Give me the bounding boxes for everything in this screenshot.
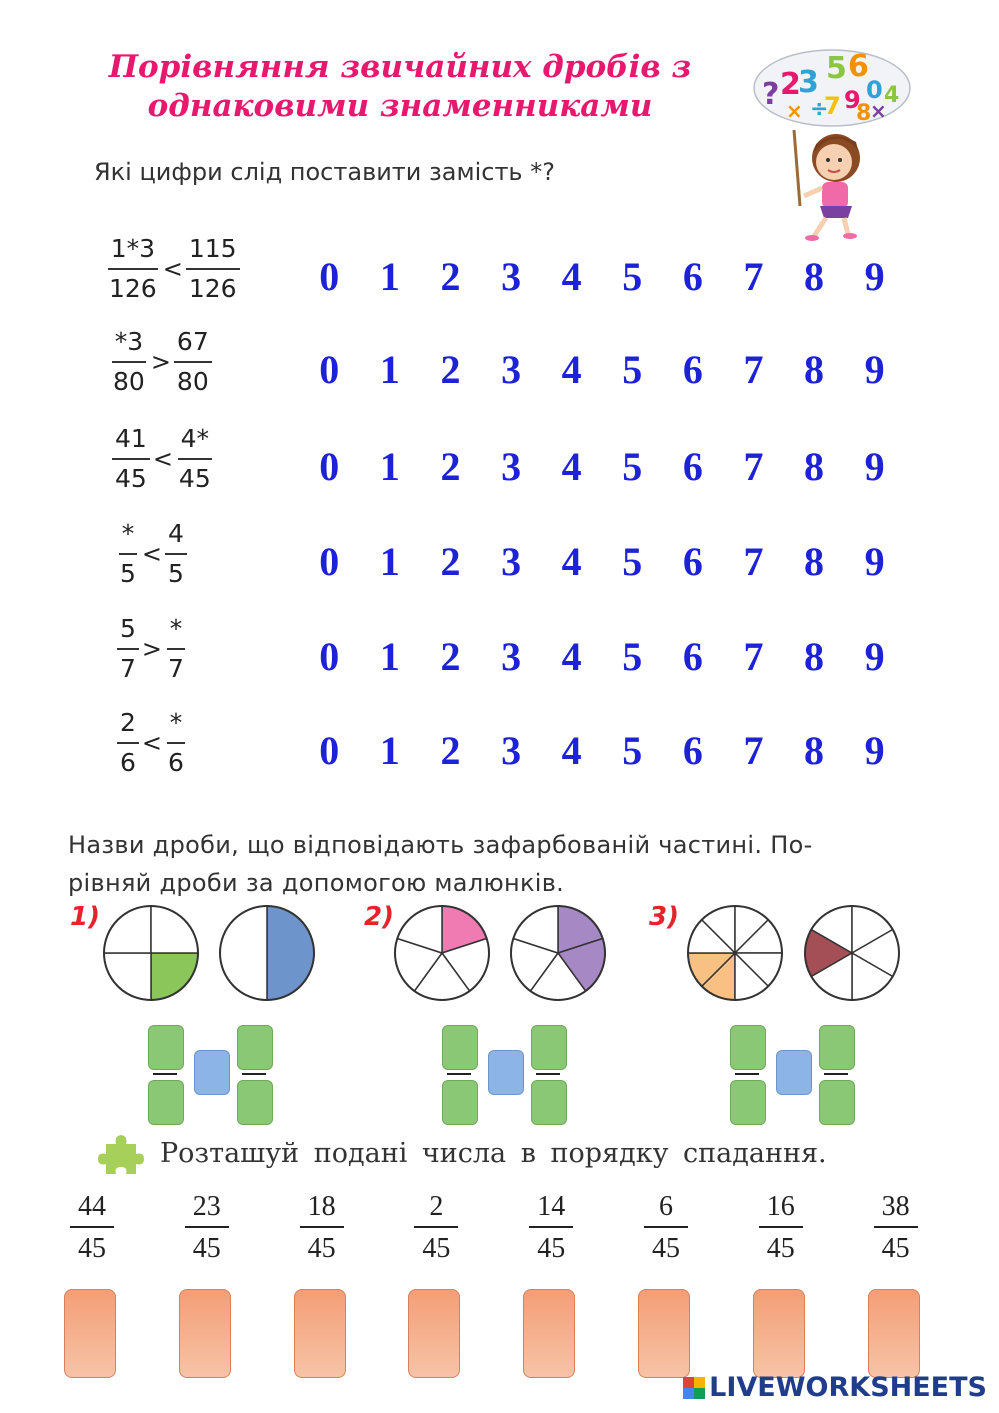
digit-option[interactable]: 3 [501, 728, 522, 773]
digit-option[interactable]: 9 [864, 634, 885, 679]
girl-with-net-illustration [748, 46, 918, 242]
digit-option[interactable]: 1 [379, 634, 400, 679]
digit-option[interactable]: 5 [622, 539, 643, 584]
numerator-input-2[interactable] [531, 1025, 567, 1070]
fraction-to-order [644, 1188, 688, 1270]
svg-text:3: 3 [798, 65, 819, 100]
fraction-numerator: 16 [759, 1188, 803, 1228]
digit-option[interactable]: 8 [804, 444, 825, 489]
digit-option[interactable]: 0 [319, 254, 340, 299]
digit-option[interactable]: 7 [743, 728, 764, 773]
digit-option[interactable]: 7 [743, 444, 764, 489]
digit-option[interactable]: 4 [561, 347, 582, 392]
fraction-denominator: 45 [881, 1233, 910, 1264]
task2-prompt [68, 826, 930, 902]
fraction-circle [683, 901, 787, 1005]
order-answer-box[interactable] [868, 1289, 920, 1378]
digit-option[interactable]: 4 [561, 444, 582, 489]
digit-option[interactable]: 6 [682, 728, 703, 773]
digit-option[interactable]: 9 [864, 728, 885, 773]
fraction-to-order [874, 1188, 918, 1270]
left-fraction [112, 420, 150, 498]
fraction-to-order [185, 1188, 229, 1270]
denominator-input-1[interactable] [730, 1080, 766, 1125]
digit-option[interactable]: 2 [440, 539, 461, 584]
comparison-input[interactable] [776, 1050, 812, 1095]
svg-text:×: × [786, 99, 803, 123]
digit-option[interactable]: 2 [440, 728, 461, 773]
fraction-numerator: 18 [300, 1188, 344, 1228]
task3-prompt: Розташуй подані числа в порядку спадання. [160, 1138, 827, 1169]
digit-option[interactable]: 3 [501, 254, 522, 299]
task2-prompt-line-1: Назви дроби, що відповідають зафарбованій частині. По- [68, 831, 813, 859]
right-fraction [165, 704, 187, 782]
fraction-denominator: 45 [307, 1233, 336, 1264]
left-fraction [110, 323, 148, 401]
right-fraction [186, 230, 240, 308]
digit-option[interactable]: 8 [804, 539, 825, 584]
right-denominator: 45 [178, 464, 211, 493]
digit-option[interactable]: 5 [622, 347, 643, 392]
digit-option[interactable]: 5 [622, 728, 643, 773]
left-numerator: *3 [112, 323, 146, 363]
digit-option[interactable]: 8 [804, 347, 825, 392]
left-fraction [117, 610, 139, 688]
fraction-circle [506, 901, 610, 1005]
numerator-input-1[interactable] [730, 1025, 766, 1070]
right-numerator: 115 [186, 230, 240, 270]
digit-choices [299, 444, 905, 490]
order-answer-box[interactable] [638, 1289, 690, 1378]
digit-option[interactable]: 5 [622, 634, 643, 679]
right-fraction [165, 610, 187, 688]
digit-option[interactable]: 6 [682, 539, 703, 584]
left-fraction [117, 515, 139, 593]
right-numerator: 67 [174, 323, 212, 363]
digit-choices [299, 539, 905, 585]
right-numerator: * [167, 610, 186, 650]
fraction-circle [99, 901, 203, 1005]
group-label: 2) [364, 902, 394, 932]
digit-option[interactable]: 8 [804, 634, 825, 679]
digit-option[interactable]: 7 [743, 254, 764, 299]
digit-option[interactable]: 3 [501, 539, 522, 584]
left-fraction [117, 704, 139, 782]
fraction-denominator: 45 [766, 1233, 795, 1264]
digit-choices [299, 634, 905, 680]
group-label: 3) [649, 902, 679, 932]
page-title [60, 48, 740, 126]
brand-text: LIVEWORKSHEETS [709, 1372, 987, 1403]
digit-option[interactable]: 8 [804, 728, 825, 773]
task1-prompt: Які цифри слід поставити замість *? [94, 158, 555, 186]
svg-text:4: 4 [884, 83, 900, 108]
fraction-bar [447, 1073, 471, 1075]
puzzle-icon [96, 1132, 146, 1178]
digit-option[interactable]: 5 [622, 444, 643, 489]
comparison-sign: < [162, 255, 183, 283]
svg-text:÷: ÷ [810, 97, 829, 122]
fraction-to-order [759, 1188, 803, 1270]
brand-logo-icon [683, 1377, 705, 1399]
left-numerator: 1*3 [108, 230, 158, 270]
left-numerator: 5 [117, 610, 139, 650]
digit-option[interactable]: 7 [743, 347, 764, 392]
digit-option[interactable]: 3 [501, 347, 522, 392]
fraction-to-order [414, 1188, 458, 1270]
digit-choices [299, 728, 905, 774]
left-denominator: 80 [113, 367, 145, 396]
fraction-numerator: 38 [874, 1188, 918, 1228]
svg-text:7: 7 [824, 92, 841, 120]
group-label: 1) [70, 902, 100, 932]
digit-option[interactable]: 2 [440, 347, 461, 392]
comparison-row [112, 420, 214, 498]
denominator-input-1[interactable] [148, 1080, 184, 1125]
fraction-denominator: 45 [78, 1233, 106, 1264]
left-numerator: 2 [117, 704, 139, 744]
digit-option[interactable]: 3 [501, 634, 522, 679]
svg-text:?: ? [762, 77, 780, 112]
fraction-circle [390, 901, 494, 1005]
svg-text:0: 0 [866, 76, 883, 104]
digit-option[interactable]: 6 [682, 254, 703, 299]
svg-text:2: 2 [780, 67, 801, 102]
order-answer-box[interactable] [294, 1289, 346, 1378]
digit-option[interactable]: 7 [743, 634, 764, 679]
digit-option[interactable]: 0 [319, 539, 340, 584]
digit-option[interactable]: 4 [561, 728, 582, 773]
right-fraction [176, 420, 214, 498]
fraction-numerator: 23 [185, 1188, 229, 1228]
digit-option[interactable]: 5 [622, 254, 643, 299]
left-numerator: * [119, 515, 138, 555]
digit-option[interactable]: 0 [319, 347, 340, 392]
fraction-circle [800, 901, 904, 1005]
digit-option[interactable]: 1 [379, 444, 400, 489]
left-denominator: 6 [120, 748, 136, 777]
right-fraction [174, 323, 212, 401]
numerator-input-1[interactable] [442, 1025, 478, 1070]
comparison-sign: < [152, 445, 173, 473]
digit-option[interactable]: 6 [682, 444, 703, 489]
denominator-input-2[interactable] [531, 1080, 567, 1125]
fraction-denominator: 45 [652, 1233, 680, 1264]
digit-option[interactable]: 0 [319, 728, 340, 773]
denominator-input-2[interactable] [237, 1080, 273, 1125]
fraction-to-order [300, 1188, 344, 1270]
denominator-input-1[interactable] [442, 1080, 478, 1125]
comparison-sign: < [141, 729, 163, 757]
right-denominator: 7 [168, 654, 184, 683]
right-fraction [165, 515, 187, 593]
comparison-row [106, 230, 240, 308]
comparison-sign: > [150, 348, 171, 376]
right-denominator: 126 [188, 274, 237, 303]
comparison-input[interactable] [194, 1050, 230, 1095]
comparison-row [117, 610, 187, 688]
comparison-row [117, 515, 187, 593]
digit-option[interactable]: 4 [561, 254, 582, 299]
comparison-input[interactable] [488, 1050, 524, 1095]
comparison-row [117, 704, 187, 782]
fraction-to-order [70, 1188, 114, 1270]
order-answer-box[interactable] [64, 1289, 116, 1378]
order-answer-box[interactable] [753, 1289, 805, 1378]
digit-option[interactable]: 9 [864, 347, 885, 392]
fraction-numerator: 14 [529, 1188, 573, 1228]
left-denominator: 7 [120, 654, 136, 683]
comparison-row [110, 323, 212, 401]
fraction-numerator: 6 [644, 1188, 688, 1228]
fraction-to-order [529, 1188, 573, 1270]
digit-choices [299, 254, 905, 300]
task2-prompt-line-2: рівняй дроби за допомогою малюнків. [68, 869, 565, 897]
digit-option[interactable]: 0 [319, 444, 340, 489]
numerator-input-2[interactable] [819, 1025, 855, 1070]
digit-option[interactable]: 4 [561, 634, 582, 679]
left-numerator: 41 [112, 420, 150, 460]
fraction-bar [242, 1073, 266, 1075]
digit-option[interactable]: 4 [561, 539, 582, 584]
left-denominator: 126 [109, 274, 157, 303]
right-denominator: 6 [168, 748, 184, 777]
right-numerator: 4* [178, 420, 212, 460]
right-denominator: 5 [168, 559, 184, 588]
fraction-numerator: 2 [414, 1188, 458, 1228]
digit-option[interactable]: 6 [682, 347, 703, 392]
digit-option[interactable]: 1 [379, 254, 400, 299]
digit-choices [299, 347, 905, 393]
digit-option[interactable]: 2 [440, 634, 461, 679]
fraction-denominator: 45 [422, 1233, 451, 1264]
title-line-2: однаковими знаменниками [147, 88, 653, 124]
numerator-input-2[interactable] [237, 1025, 273, 1070]
digit-option[interactable]: 2 [440, 254, 461, 299]
svg-text:×: × [870, 99, 887, 123]
denominator-input-2[interactable] [819, 1080, 855, 1125]
digit-option[interactable]: 6 [682, 634, 703, 679]
digit-option[interactable]: 7 [743, 539, 764, 584]
svg-text:6: 6 [848, 49, 869, 84]
fraction-bar [824, 1073, 848, 1075]
left-denominator: 45 [115, 464, 147, 493]
svg-text:5: 5 [826, 51, 847, 86]
digit-option[interactable]: 1 [379, 347, 400, 392]
comparison-sign: > [141, 635, 163, 663]
fraction-bar [735, 1073, 759, 1075]
order-answer-box[interactable] [408, 1289, 460, 1378]
digit-option[interactable]: 9 [864, 254, 885, 299]
comparison-sign: < [141, 540, 163, 568]
left-fraction [106, 230, 160, 308]
fraction-denominator: 45 [192, 1233, 221, 1264]
digit-option[interactable]: 1 [379, 539, 400, 584]
digit-option[interactable]: 3 [501, 444, 522, 489]
digit-option[interactable]: 2 [440, 444, 461, 489]
svg-text:9: 9 [844, 86, 861, 114]
svg-text:8: 8 [856, 101, 872, 126]
fraction-bar [153, 1073, 177, 1075]
liveworksheets-logo [683, 1372, 987, 1403]
fraction-bar [536, 1073, 560, 1075]
fraction-circle [215, 901, 319, 1005]
digit-option[interactable]: 0 [319, 634, 340, 679]
digit-option[interactable]: 8 [804, 254, 825, 299]
fraction-denominator: 45 [537, 1233, 566, 1264]
right-denominator: 80 [176, 367, 209, 396]
circle-sector [267, 906, 314, 1000]
digit-option[interactable]: 9 [864, 539, 885, 584]
right-numerator: * [167, 704, 186, 744]
order-answer-box[interactable] [179, 1289, 231, 1378]
order-answer-box[interactable] [523, 1289, 575, 1378]
fraction-numerator: 44 [70, 1188, 114, 1228]
circle-sector [220, 906, 267, 1000]
numerator-input-1[interactable] [148, 1025, 184, 1070]
title-line-1: Порівняння звичайних дробів з [108, 49, 692, 85]
digit-option[interactable]: 9 [864, 444, 885, 489]
left-denominator: 5 [120, 559, 136, 588]
right-numerator: 4 [165, 515, 187, 555]
digit-option[interactable]: 1 [379, 728, 400, 773]
